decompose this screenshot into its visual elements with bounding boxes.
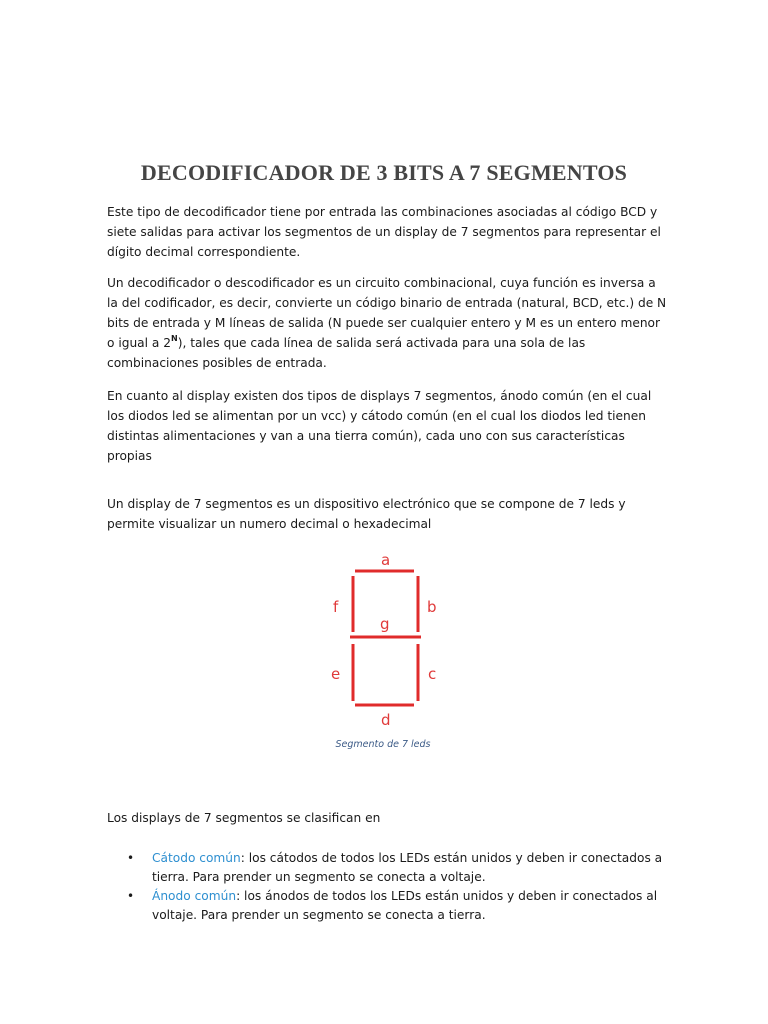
segment-label-b: b xyxy=(427,598,437,616)
list-item-catodo xyxy=(107,849,667,887)
superscript-n: N xyxy=(171,334,178,343)
display-types-paragraph: En cuanto al display existen dos tipos de displays 7 segmentos, ánodo común (en el cual los diodos led se alimentan por un vcc) y cátodo común (en el cual los diodos led tienen distintas alimentaciones y van a una tierra común), cada uno con sus características propias xyxy=(107,389,652,463)
bullet-icon: • xyxy=(127,851,135,865)
term-description: : los ánodos de todos los LEDs están unidos y deben ir conectados al voltaje. Para prender un segmento se conecta a tierra. xyxy=(152,889,658,922)
classification-intro: Los displays de 7 segmentos se clasifican en xyxy=(107,811,381,825)
term-catodo-comun: Cátodo común xyxy=(152,851,241,865)
term-description: : los cátodos de todos los LEDs están unidos y deben ir conectados a tierra. Para prender un segmento se conecta a voltaje. xyxy=(152,851,663,884)
figure-caption: Segmento de 7 leds xyxy=(335,739,431,750)
display-types-list xyxy=(107,849,667,925)
page-title: DECODIFICADOR DE 3 BITS A 7 SEGMENTOS xyxy=(140,160,628,185)
intro-paragraph: Este tipo de decodificador tiene por entrada las combinaciones asociadas al código BCD y siete salidas para activar los segmentos de un display de 7 segmentos para representar el dígito decimal correspondiente. xyxy=(107,205,661,259)
bullet-icon: • xyxy=(127,889,135,903)
term-anodo-comun: Ánodo común xyxy=(152,889,237,903)
display-definition-paragraph: Un display de 7 segmentos es un dispositivo electrónico que se compone de 7 leds y permite visualizar un numero decimal o hexadecimal xyxy=(107,497,626,531)
decoder-definition-text-end: ), tales que cada línea de salida será activada para una sola de las combinaciones posibles de entrada. xyxy=(107,336,586,370)
segment-label-d: d xyxy=(381,711,391,729)
segment-label-e: e xyxy=(331,665,341,683)
segment-label-f: f xyxy=(333,598,339,616)
segment-label-c: c xyxy=(428,665,437,683)
decoder-definition-text: Un decodificador o descodificador es un circuito combinacional, cuya función es inversa a la del codificador, es decir, convierte un código binario de entrada (natural, BCD, etc.) de N bits de entrada y M líneas de salida (N puede ser cualquier entero y M es un entero menor o igual a 2 xyxy=(107,276,667,350)
seven-segment-diagram xyxy=(318,548,458,738)
decoder-definition-paragraph xyxy=(107,273,667,373)
segment-label-a: a xyxy=(381,551,391,569)
list-item-anodo xyxy=(107,887,667,925)
segment-label-g: g xyxy=(380,615,390,633)
seven-segment-figure xyxy=(318,548,458,760)
